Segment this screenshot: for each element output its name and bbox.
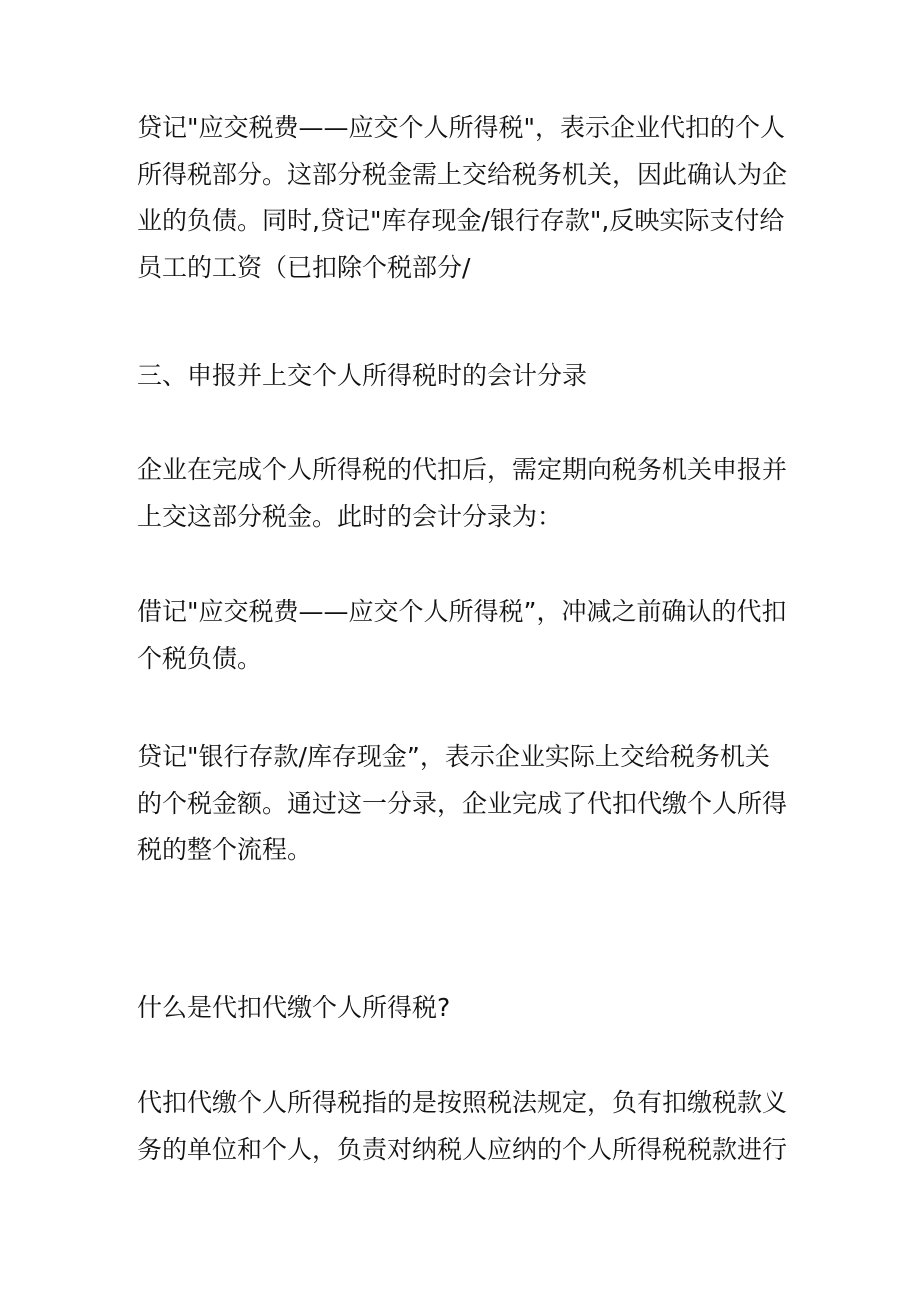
- paragraph-debit-entry: [137, 589, 787, 682]
- text-line: 贷记"银行存款/库存现金”，表示企业实际上交给税务机关: [137, 742, 770, 771]
- text-line: 代扣代缴个人所得税指的是按照税法规定，负有扣缴税款义: [137, 1088, 788, 1117]
- section-heading-declare-and-pay: [137, 353, 787, 400]
- text-line: 的个税金额。通过这一分录，企业完成了代扣代缴个人所得: [137, 788, 788, 818]
- text-line: 所得税部分。这部分税金需上交给税务机关，因此确认为企: [137, 159, 788, 189]
- text-line: 员工的工资（已扣除个税部分/: [137, 252, 471, 282]
- text-line: 税的整个流程。: [137, 835, 313, 864]
- question-heading: [137, 985, 787, 1032]
- heading-text: 三、申报并上交个人所得税时的会计分录: [137, 361, 588, 390]
- paragraph-definition: [137, 1080, 787, 1173]
- text-line: 个税负债。: [137, 643, 263, 673]
- text-line: 业的负债。同时,贷记"库存现金/银行存款",反映实际支付给: [137, 206, 785, 235]
- paragraph-credit-tax-payable: [137, 105, 787, 291]
- text-line: 企业在完成个人所得税的代扣后，需定期向税务机关申报并: [137, 455, 788, 484]
- text-line: 上交这部分税金。此时的会计分录为：: [137, 501, 563, 531]
- paragraph-periodic-declaration: [137, 447, 787, 540]
- text-line: 贷记"应交税费——应交个人所得税"，表示企业代扣的个人: [137, 113, 786, 142]
- heading-text: 什么是代扣代缴个人所得税?: [137, 993, 451, 1022]
- text-line: 务的单位和个人，负责对纳税人应纳的个人所得税税款进行: [137, 1134, 788, 1164]
- paragraph-credit-entry: [137, 734, 787, 874]
- text-line: 借记"应交税费——应交个人所得税”，冲减之前确认的代扣: [137, 597, 787, 626]
